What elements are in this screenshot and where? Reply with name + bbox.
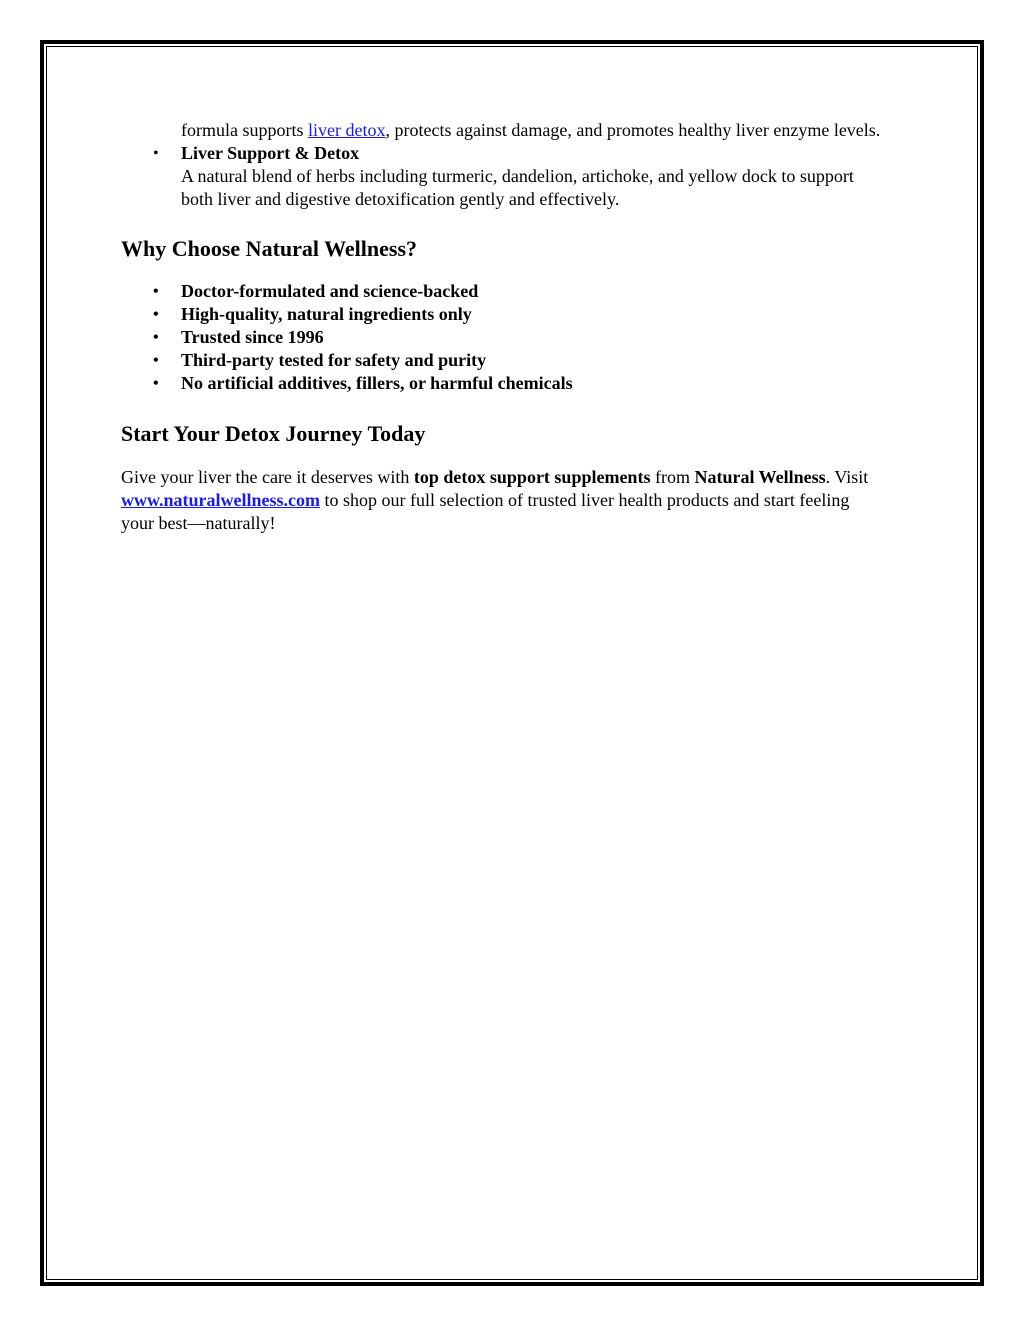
product-list [121, 142, 881, 211]
closing-text-3: . Visit [825, 467, 869, 487]
continued-text-suffix: , protects against damage, and promotes healthy liver enzyme levels. [385, 120, 881, 140]
closing-bold-1: top detox support supplements [413, 467, 651, 487]
closing-text-4: to shop our full selection of trusted liver health products and start feeling your best—naturally! [121, 490, 850, 533]
list-item: • Doctor-formulated and science-backed [121, 280, 881, 303]
continued-text-prefix: formula supports [181, 120, 308, 140]
list-item [121, 142, 881, 211]
list-item: • Third-party tested for safety and purity [121, 349, 881, 372]
why-list [121, 280, 881, 395]
document-content [121, 119, 881, 535]
closing-text-2: from [650, 467, 695, 487]
closing-text-1: Give your liver the care it deserves with [121, 467, 414, 487]
closing-paragraph [121, 466, 881, 535]
continued-list-item [121, 119, 881, 142]
list-item: • No artificial additives, fillers, or harmful chemicals [121, 372, 881, 395]
list-item: • Trusted since 1996 [121, 326, 881, 349]
website-link[interactable]: www.naturalwellness.com [121, 490, 320, 510]
product-title: • Liver Support & Detox [181, 143, 360, 163]
why-heading: Why Choose Natural Wellness? [121, 236, 418, 261]
closing-bold-2: Natural Wellness [694, 467, 826, 487]
liver-detox-link[interactable]: liver detox [307, 120, 386, 140]
start-heading: Start Your Detox Journey Today [121, 421, 426, 446]
list-item: • High-quality, natural ingredients only [121, 303, 881, 326]
product-description: A natural blend of herbs including turmeric, dandelion, artichoke, and yellow dock to support both liver and digestive detoxification gently and effectively. [181, 166, 854, 209]
